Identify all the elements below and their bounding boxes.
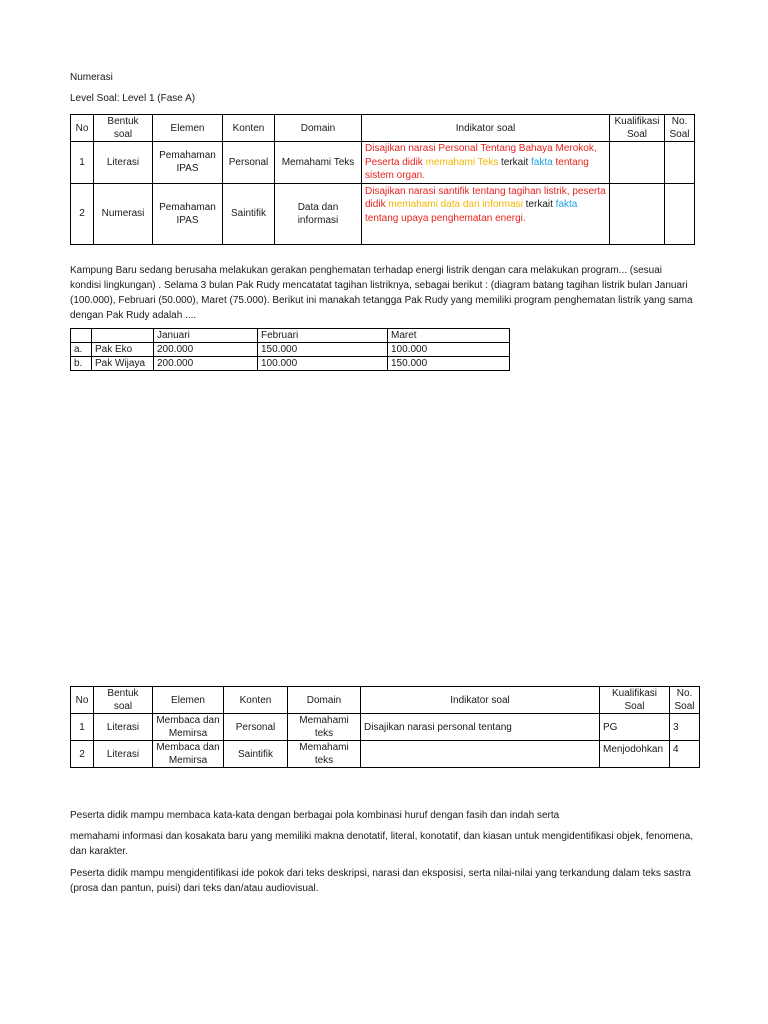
indikator-segment: terkait [522,199,556,210]
header-cell [92,329,154,343]
paragraph: Peserta didik mampu membaca kata-kata dengan berbagai pola kombinasi huruf dengan fasih dan indah serta [70,810,560,821]
table-header-row [71,687,700,714]
header-cell: Kualifikasi Soal [600,687,670,714]
cell-kualifikasi [610,183,665,244]
header-cell [71,329,92,343]
cell-name: Pak Wijaya [92,357,154,371]
cell-bentuk: Numerasi [94,183,153,244]
cell-bentuk: Literasi [94,142,153,184]
cell-value: 150.000 [388,357,510,371]
table-row [71,142,695,184]
header-cell: Bentuk soal [94,687,153,714]
indikator-segment: tentang upaya penghematan energi. [365,212,526,224]
header-cell: Februari [258,329,388,343]
level-text: Level Soal: Level 1 (Fase A) [70,93,196,104]
table-row [71,357,510,371]
table-row [71,741,700,768]
header-cell: Januari [154,329,258,343]
cell-elemen: Pemahaman IPAS [153,142,223,184]
header-cell: Kualifikasi Soal [610,115,665,142]
indikator-segment: memahami data dan informasi [388,199,523,210]
question-text: Kampung Baru sedang berusaha melakukan gerakan penghematan terhadap energi listrik dengan cara melakukan program... (sesuai kondisi lingkungan) . Selama 3 bulan Pak Rudy mencatatat tagihan listriknya, sebagai berikut : (diagram batang tagihan listrik bulan Januari (100.000), Februari (50.000), Maret (75.000). Berikut ini manakah tetangga Pak Rudy yang memiliki program penghematan listrik yang sama dengan Pak Rudy adalah .... [70,265,693,321]
indikator-segment: Disajikan narasi santifik tentang tagihan listrik, peserta didik [365,185,606,210]
header-cell: Domain [275,115,362,142]
header-cell: No [71,115,94,142]
header-cell: Indikator soal [361,687,600,714]
cell-indikator [361,741,600,768]
header-cell: No [71,687,94,714]
indikator-segment: tentang sistem organ. [365,156,589,181]
cell-no: 2 [71,741,94,768]
paragraph: memahami informasi dan kosakata baru yang memiliki makna denotatif, literal, konotatif, dan kiasan untuk mengidentifikasi objek, fenomena, dan karakter. [70,831,694,857]
header-cell: Domain [288,687,361,714]
cell-option: a. [71,343,92,357]
cell-domain: Memahami Teks [275,142,362,184]
cell-domain: Data dan informasi [275,183,362,244]
cell-kualifikasi: PG [600,714,670,741]
cell-bentuk: Literasi [94,714,153,741]
cell-domain: Memahami teks [288,714,361,741]
cell-name: Pak Eko [92,343,154,357]
indikator-segment: memahami Teks [425,156,499,168]
header-cell: Bentuk soal [94,115,153,142]
cell-kualifikasi [610,142,665,184]
cell-konten: Personal [223,142,275,184]
cell-no: 1 [71,142,94,184]
cell-elemen: Membaca dan Memirsa [153,741,224,768]
indikator-segment: terkait [498,156,532,168]
table-header-row [71,115,695,142]
indicator-table-1 [70,114,695,245]
indikator-segment: Disajikan narasi Personal Tentang Bahaya Merokok, Peserta didik [365,143,597,168]
cell-elemen: Pemahaman IPAS [153,183,223,244]
cell-kualifikasi: Menjodohkan [600,741,670,768]
header-cell: No. Soal [665,115,695,142]
cell-nosoal: 4 [670,741,700,768]
cell-option: b. [71,357,92,371]
paragraph: Peserta didik mampu mengidentifikasi ide pokok dari teks deskripsi, narasi dan eksposisi, serta nilai-nilai yang terkandung dalam teks sastra (prosa dan pantun, puisi) dari teks dan/atau audiovisual. [70,868,691,894]
cell-value: 200.000 [154,357,258,371]
cell-no: 2 [71,183,94,244]
indikator-segment: fakta [531,156,553,168]
cell-value: 100.000 [258,357,388,371]
cell-nosoal [665,142,695,184]
cell-bentuk: Literasi [94,741,153,768]
table-header-row [71,329,510,343]
header-cell: Elemen [153,687,224,714]
cell-nosoal: 3 [670,714,700,741]
table-row [71,714,700,741]
indicator-table-2 [70,686,700,768]
cell-indikator [362,183,610,244]
doc-title: Numerasi [70,72,113,83]
header-cell: Konten [224,687,288,714]
bill-table [70,328,510,371]
cell-value: 150.000 [258,343,388,357]
cell-indikator [362,142,610,184]
header-cell: No. Soal [670,687,700,714]
header-cell: Maret [388,329,510,343]
indikator-segment: fakta [555,199,578,210]
cell-konten: Saintifik [223,183,275,244]
cell-konten: Personal [224,714,288,741]
header-cell: Konten [223,115,275,142]
cell-value: 100.000 [388,343,510,357]
header-cell: Indikator soal [362,115,610,142]
table-row [71,343,510,357]
cell-no: 1 [71,714,94,741]
cell-nosoal [665,183,695,244]
cell-domain: Memahami teks [288,741,361,768]
cell-konten: Saintifik [224,741,288,768]
cell-elemen: Membaca dan Memirsa [153,714,224,741]
cell-indikator: Disajikan narasi personal tentang [361,714,600,741]
cell-value: 200.000 [154,343,258,357]
table-row [71,183,695,244]
header-cell: Elemen [153,115,223,142]
